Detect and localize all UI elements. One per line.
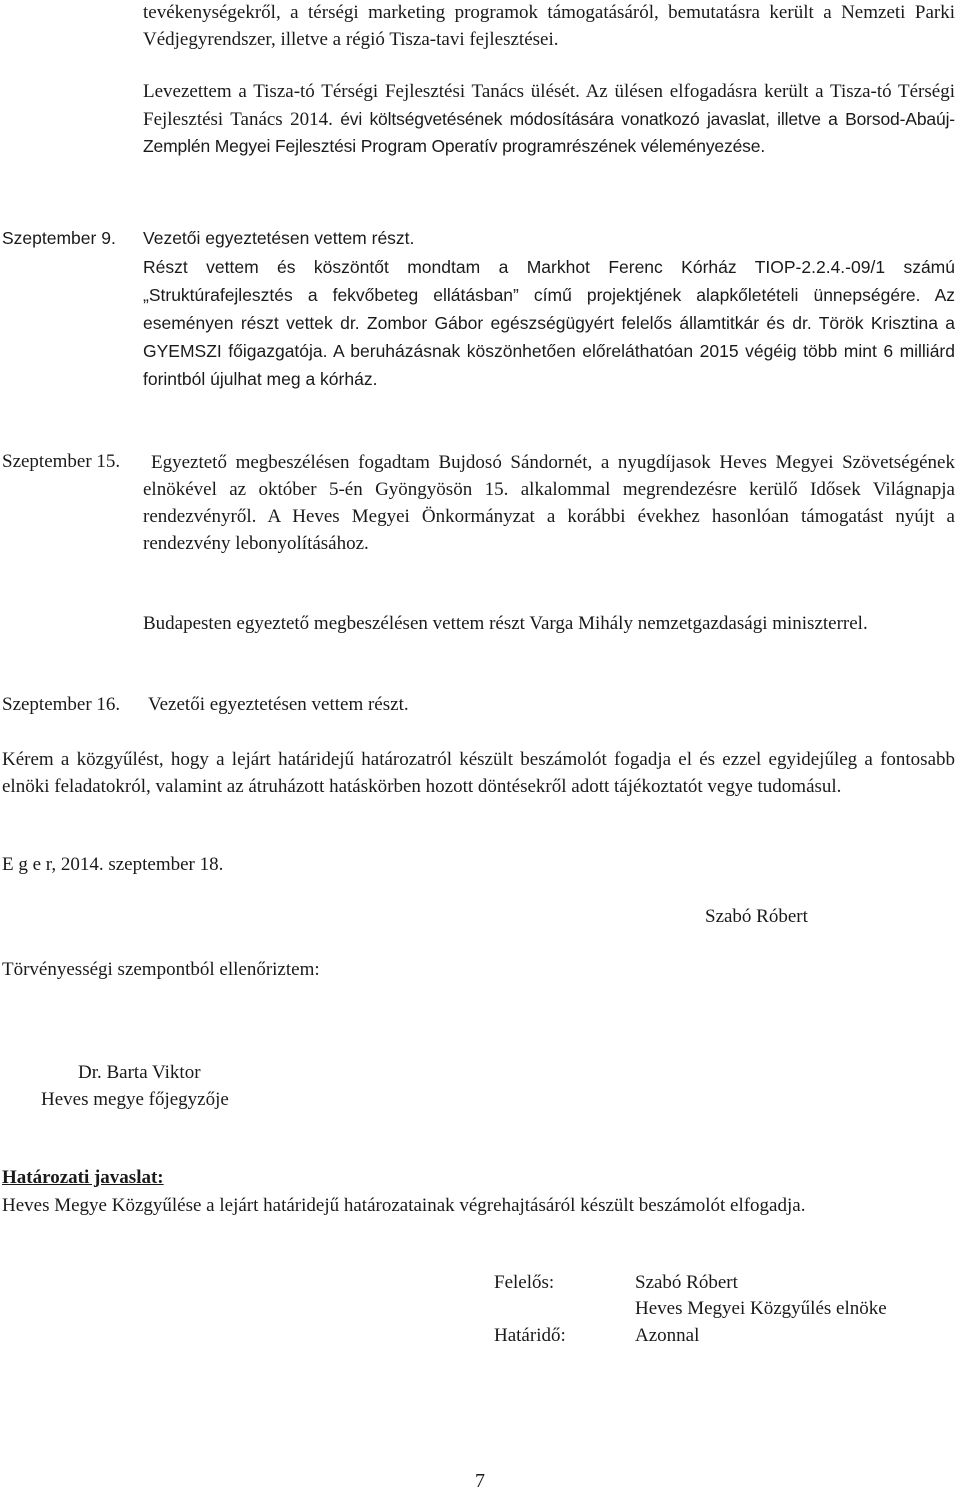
request-paragraph: Kérem a közgyűlést, hogy a lejárt határidejű határozatról készült beszámolót fogadja el és ezzel egyidejűleg a fontosabb elnöki feladatokról, valamint az átruházott hatáskörben hozott döntésekről adott tájékoztatót vegye tudomásul. xyxy=(2,749,955,797)
tisza-paragraph-start: Levezettem a Tisza-tó Térségi Fejlesztési Tanács ülését. Az ülésen elfogadásra került a Tisza-tó Térségi Fejlesztési Tanács 2014. xyxy=(143,81,955,130)
notary-name: Dr. Barta Viktor xyxy=(78,1062,201,1083)
place-date: E g e r, 2014. szeptember 18. xyxy=(2,854,224,875)
sep15-paragraph1-text: Egyeztető megbeszélésen fogadtam Bujdosó Sándornét, a nyugdíjasok Heves Megyei Szövetségének elnökével az október 5-én Gyöngyösön 15. alkalommal megrendezésre kerülő Idősek Világnapja rendezvényről. A Heves Megyei Önkormányzat a korábbi évekhez hasonlóan támogatást nyújt a rendezvény lebonyolításához. xyxy=(143,452,955,554)
sep9-date: Szeptember 9. xyxy=(2,228,116,248)
responsible-name: Szabó Róbert xyxy=(635,1272,738,1293)
deadline-value: Azonnal xyxy=(635,1325,700,1346)
signer-name: Szabó Róbert xyxy=(705,906,808,927)
resolution-heading: Határozati javaslat: xyxy=(2,1167,164,1188)
responsible-label: Felelős: xyxy=(494,1272,555,1293)
sep16-text: Vezetői egyeztetésen vettem részt. xyxy=(148,694,409,715)
tisza-paragraph xyxy=(143,79,955,161)
notary-title: Heves megye főjegyzője xyxy=(41,1089,229,1110)
sep15-paragraph1 xyxy=(143,449,955,557)
sep9-paragraph: Részt vettem és köszöntőt mondtam a Markhot Ferenc Kórház TIOP-2.2.4.-09/1 számú „Struktúrafejlesztés a fekvőbeteg ellátásban” című projektjének alapkőletételi ünnepségére. Az eseményen részt vettek dr. Zombor Gábor egészségügyért felelős államtitkár és dr. Török Krisztina a GYEMSZI főigazgatója. A beruházásnak köszönhetően előreláthatóan 2015 végéig több mint 6 milliárd forintból újulhat meg a kórház. xyxy=(143,257,955,389)
page-number: 7 xyxy=(475,1470,485,1492)
sep9-line1: Vezetői egyeztetésen vettem részt. xyxy=(143,228,415,248)
deadline-label: Határidő: xyxy=(494,1325,566,1346)
responsible-role: Heves Megyei Közgyűlés elnöke xyxy=(635,1298,887,1319)
sep15-date: Szeptember 15. xyxy=(2,451,121,472)
sep15-paragraph2: Budapesten egyeztető megbeszélésen vettem részt Varga Mihály nemzetgazdasági miniszterrel. xyxy=(143,613,868,634)
intro-continuation: tevékenységekről, a térségi marketing programok támogatásáról, bemutatásra került a Nemzeti Parki Védjegyrendszer, illetve a régió Tisza-tavi fejlesztései. xyxy=(143,2,955,50)
resolution-text: Heves Megye Közgyűlése a lejárt határidejű határozatainak végrehajtásáról készült beszámolót elfogadja. xyxy=(2,1195,806,1216)
tisza-paragraph-rest: évi költségvetésének módosítására vonatkozó javaslat, illetve a Borsod-Abaúj-Zemplén Megyei Fejlesztési Program Operatív programrészének véleményezése. xyxy=(143,108,955,156)
sep16-date: Szeptember 16. xyxy=(2,694,121,715)
legality-statement: Törvényességi szempontból ellenőriztem: xyxy=(2,959,320,980)
